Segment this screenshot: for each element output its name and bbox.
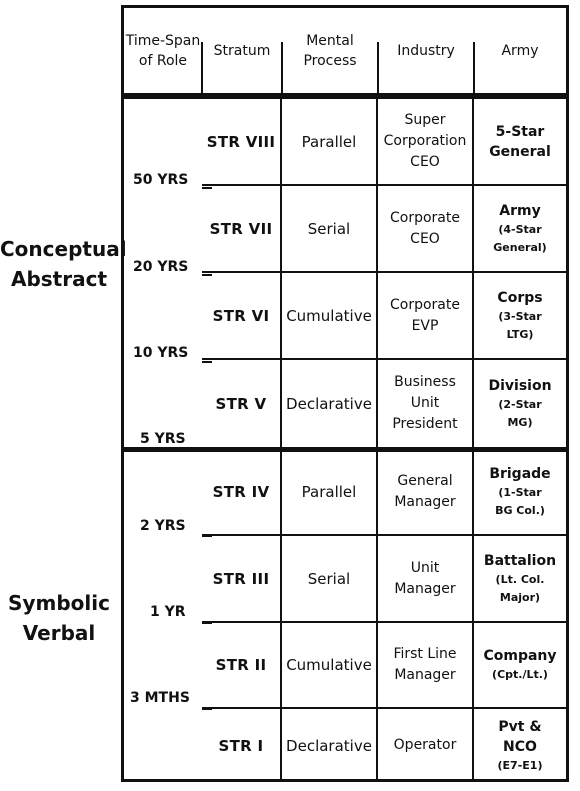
table-row	[202, 99, 566, 186]
industry-cell: First Line Manager	[378, 623, 474, 709]
header-divider	[377, 42, 379, 94]
time-mark: 1 YR	[150, 604, 186, 620]
mid-rule	[124, 447, 566, 452]
time-mark: 10 YRS	[133, 345, 189, 361]
header-divider	[281, 42, 283, 94]
header-industry: Industry	[397, 42, 455, 59]
header-stratum: Stratum	[213, 42, 271, 59]
table-row	[202, 449, 566, 536]
time-mark: 5 YRS	[140, 431, 186, 447]
army-rank: Battalion	[483, 552, 557, 569]
table-header	[124, 8, 566, 93]
stratum-cell: STR III	[202, 536, 282, 623]
stratum-cell: STR VIII	[202, 99, 282, 186]
army-detail: (E7-E1)	[497, 758, 543, 772]
army-rank: Army	[499, 202, 541, 219]
industry-cell: Super Corporation CEO	[378, 99, 474, 186]
army-detail: (Lt. Col. Major)	[495, 572, 545, 604]
army-rank: Corps	[497, 289, 543, 306]
header-army: Army	[501, 42, 539, 59]
stratum-cell: STR VI	[202, 273, 282, 360]
time-tick	[202, 274, 212, 276]
side-label-symbolic	[0, 588, 118, 648]
army-cell	[474, 709, 566, 782]
process-cell: Cumulative	[282, 623, 378, 709]
time-tick	[202, 187, 212, 189]
side-label-line: Verbal	[22, 621, 96, 645]
side-label-conceptual	[0, 234, 127, 294]
time-tick	[202, 622, 212, 624]
industry-cell: Business Unit President	[378, 360, 474, 449]
army-cell	[474, 536, 566, 623]
time-mark: 2 YRS	[140, 518, 186, 534]
process-cell: Parallel	[282, 99, 378, 186]
header-mental-process: Mental Process	[303, 32, 357, 69]
process-cell: Declarative	[282, 709, 378, 782]
stratum-cell: STR II	[202, 623, 282, 709]
stratum-cell: STR I	[202, 709, 282, 782]
process-cell: Declarative	[282, 360, 378, 449]
time-mark: 50 YRS	[133, 172, 189, 188]
time-mark: 20 YRS	[133, 259, 189, 275]
army-detail: (1-Star BG Col.)	[495, 485, 545, 517]
table-row	[202, 360, 566, 449]
army-rank: Company	[483, 648, 557, 664]
industry-cell: General Manager	[378, 449, 474, 536]
stratum-table	[121, 5, 569, 782]
industry-cell: Unit Manager	[378, 536, 474, 623]
table-row	[202, 709, 566, 782]
time-tick	[202, 361, 212, 363]
industry-cell: Corporate EVP	[378, 273, 474, 360]
army-rank: Pvt & NCO	[498, 718, 542, 755]
side-label-line: Symbolic	[8, 591, 110, 615]
header-divider	[201, 42, 203, 94]
army-rank: 5-Star General	[489, 123, 551, 160]
header-time-span: Time-Span of Role	[125, 32, 201, 69]
army-cell	[474, 623, 566, 709]
time-tick	[202, 708, 212, 710]
industry-cell: Corporate CEO	[378, 186, 474, 273]
army-rank: Brigade	[489, 465, 551, 482]
table-row	[202, 186, 566, 273]
army-detail: (Cpt./Lt.)	[492, 668, 548, 681]
process-cell: Serial	[282, 186, 378, 273]
army-cell	[474, 186, 566, 273]
army-cell	[474, 360, 566, 449]
stratum-cell: STR V	[202, 360, 282, 449]
army-cell	[474, 99, 566, 186]
process-cell: Serial	[282, 536, 378, 623]
industry-cell: Operator	[378, 709, 474, 782]
table-row	[202, 623, 566, 709]
side-label-line: Conceptual	[0, 237, 127, 261]
army-detail: (2-Star MG)	[498, 397, 542, 429]
time-mark: 3 MTHS	[130, 690, 190, 706]
table-row	[202, 536, 566, 623]
army-cell	[474, 273, 566, 360]
table-row	[202, 273, 566, 360]
rows-container	[202, 99, 566, 779]
army-rank: Division	[488, 377, 552, 394]
time-tick	[202, 535, 212, 537]
stratum-cell: STR IV	[202, 449, 282, 536]
header-divider	[473, 42, 475, 94]
side-label-line: Abstract	[10, 267, 108, 291]
process-cell: Cumulative	[282, 273, 378, 360]
army-detail: (3-Star LTG)	[498, 309, 542, 341]
army-cell	[474, 449, 566, 536]
process-cell: Parallel	[282, 449, 378, 536]
army-detail: (4-Star General)	[493, 222, 547, 254]
stratum-cell: STR VII	[202, 186, 282, 273]
